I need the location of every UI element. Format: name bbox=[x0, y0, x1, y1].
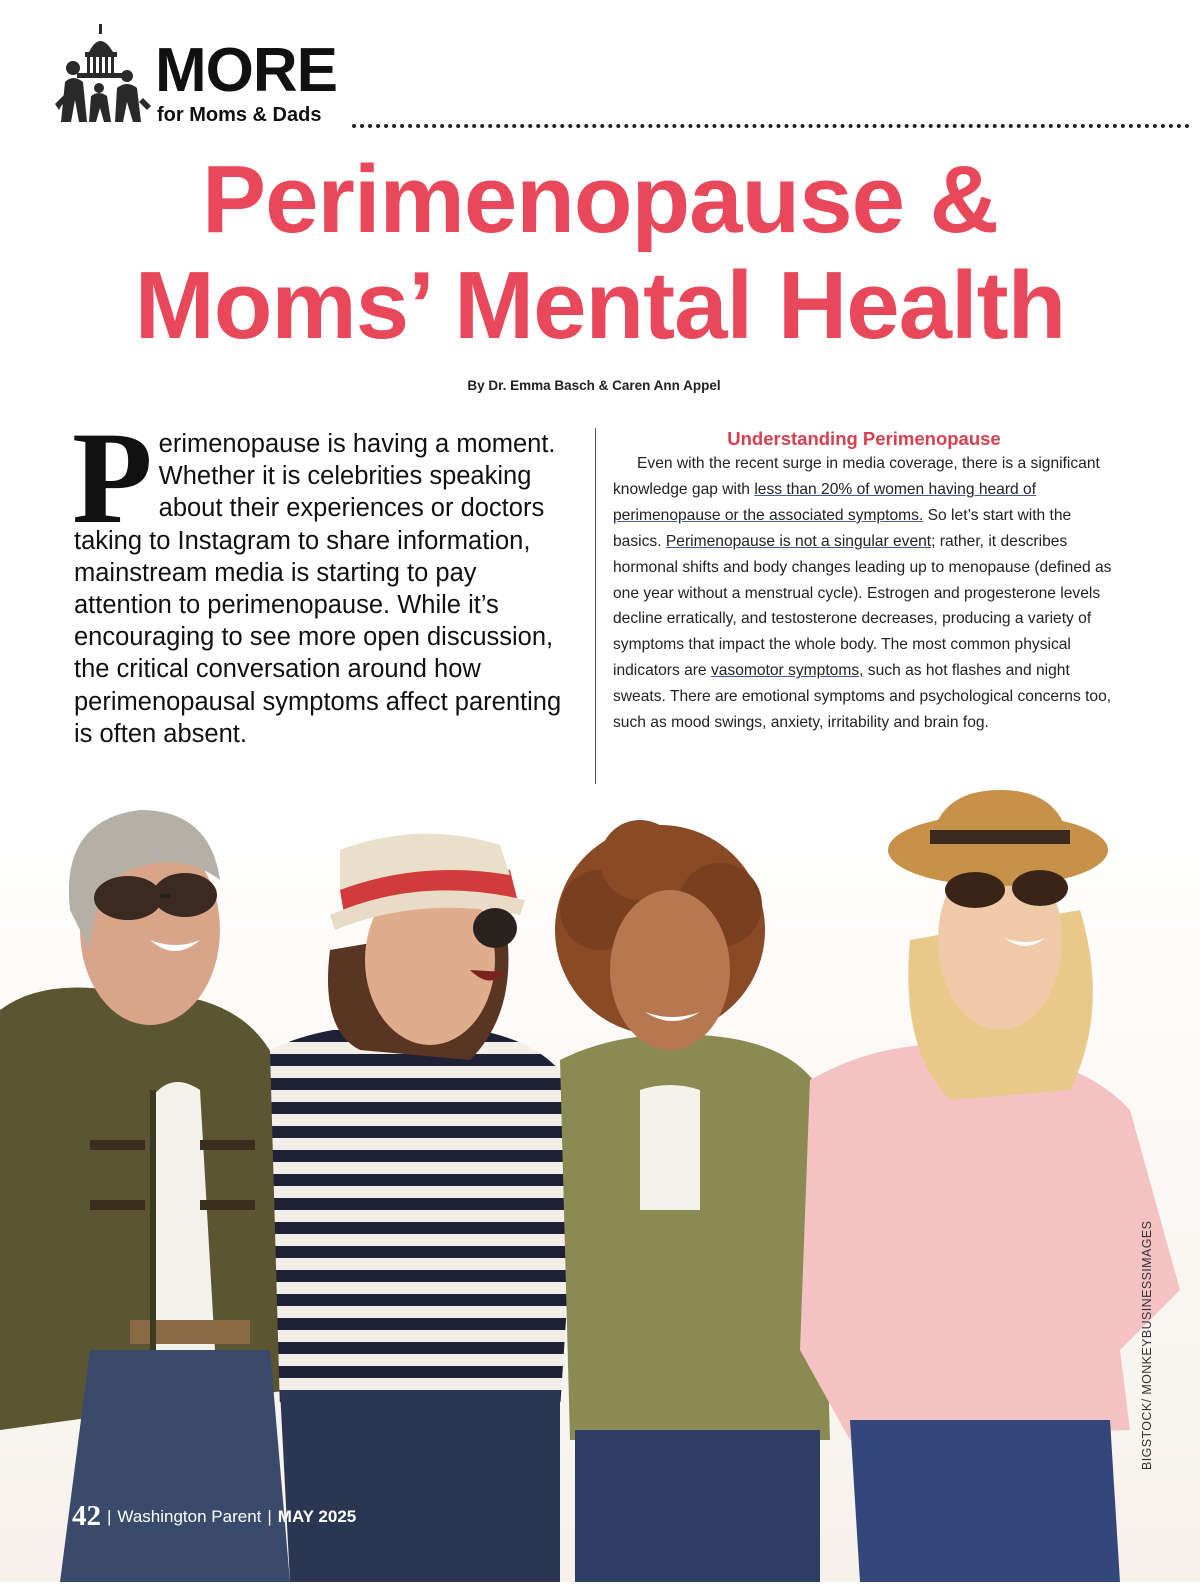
link-knowledge-gap[interactable]: less than 20% of women having heard of perimenopause or the associated symptoms. bbox=[613, 480, 1037, 524]
byline: By Dr. Emma Basch & Caren Ann Appel bbox=[467, 378, 721, 393]
body-column bbox=[613, 428, 1113, 736]
photo-credit: BIGSTOCK/ MONKEYBUSINESSIMAGES bbox=[1140, 1220, 1154, 1470]
article-title-line-2: Moms’ Mental Health bbox=[134, 252, 1066, 359]
drop-cap: P bbox=[72, 404, 153, 551]
section-brand: MORE bbox=[155, 36, 337, 105]
section-heading: Understanding Perimenopause bbox=[727, 428, 1001, 449]
capitol-with-family-icon bbox=[55, 22, 151, 126]
lede-text: erimenopause is having a moment. Whether it is celebrities speaking about their experiences or doctors taking to Instagram to share information, mainstream media is starting to pay attention to perimenopause. While it’s encouraging to see more open discussion, the critical conversation around how perimenopausal symptoms affect parenting is often absent. bbox=[74, 430, 562, 748]
column-rule bbox=[595, 428, 596, 784]
body-text-2: So let’s start with the basics. bbox=[613, 506, 1072, 550]
publication-name: Washington Parent bbox=[117, 1507, 262, 1526]
footer-separator: | bbox=[267, 1507, 272, 1526]
page-number: 42 bbox=[72, 1500, 101, 1532]
body-text-4: such as hot flashes and night sweats. There are emotional symptoms and psychological concerns too, such as mood swings, anxiety, irritability and brain fog. bbox=[613, 662, 1112, 732]
body-text-1: Even with the recent surge in media coverage, there is a significant knowledge gap with bbox=[613, 455, 1100, 498]
lede-paragraph bbox=[72, 404, 574, 750]
page-footer bbox=[72, 1500, 356, 1533]
link-singular-event[interactable]: Perimenopause is not a singular event; bbox=[665, 532, 936, 550]
section-brand-subtitle: for Moms & Dads bbox=[157, 104, 322, 126]
dotted-divider bbox=[352, 124, 1190, 128]
photo-four-women-laughing bbox=[0, 790, 1200, 1582]
issue-date: MAY 2025 bbox=[277, 1507, 357, 1526]
link-vasomotor-symptoms[interactable]: vasomotor symptoms, bbox=[710, 662, 864, 680]
footer-separator: | bbox=[107, 1507, 112, 1526]
body-paragraph bbox=[613, 451, 1113, 736]
body-text-3: rather, it describes hormonal shifts and body changes leading up to menopause (defined as one year without a menstrual cycle). Estrogen and progesterone levels decline erratically, and testosterone decreases, producing a variety of symptoms that impact the whole body. The most common physical indicators are bbox=[613, 532, 1112, 680]
article-title-line-1: Perimenopause & bbox=[202, 146, 998, 253]
